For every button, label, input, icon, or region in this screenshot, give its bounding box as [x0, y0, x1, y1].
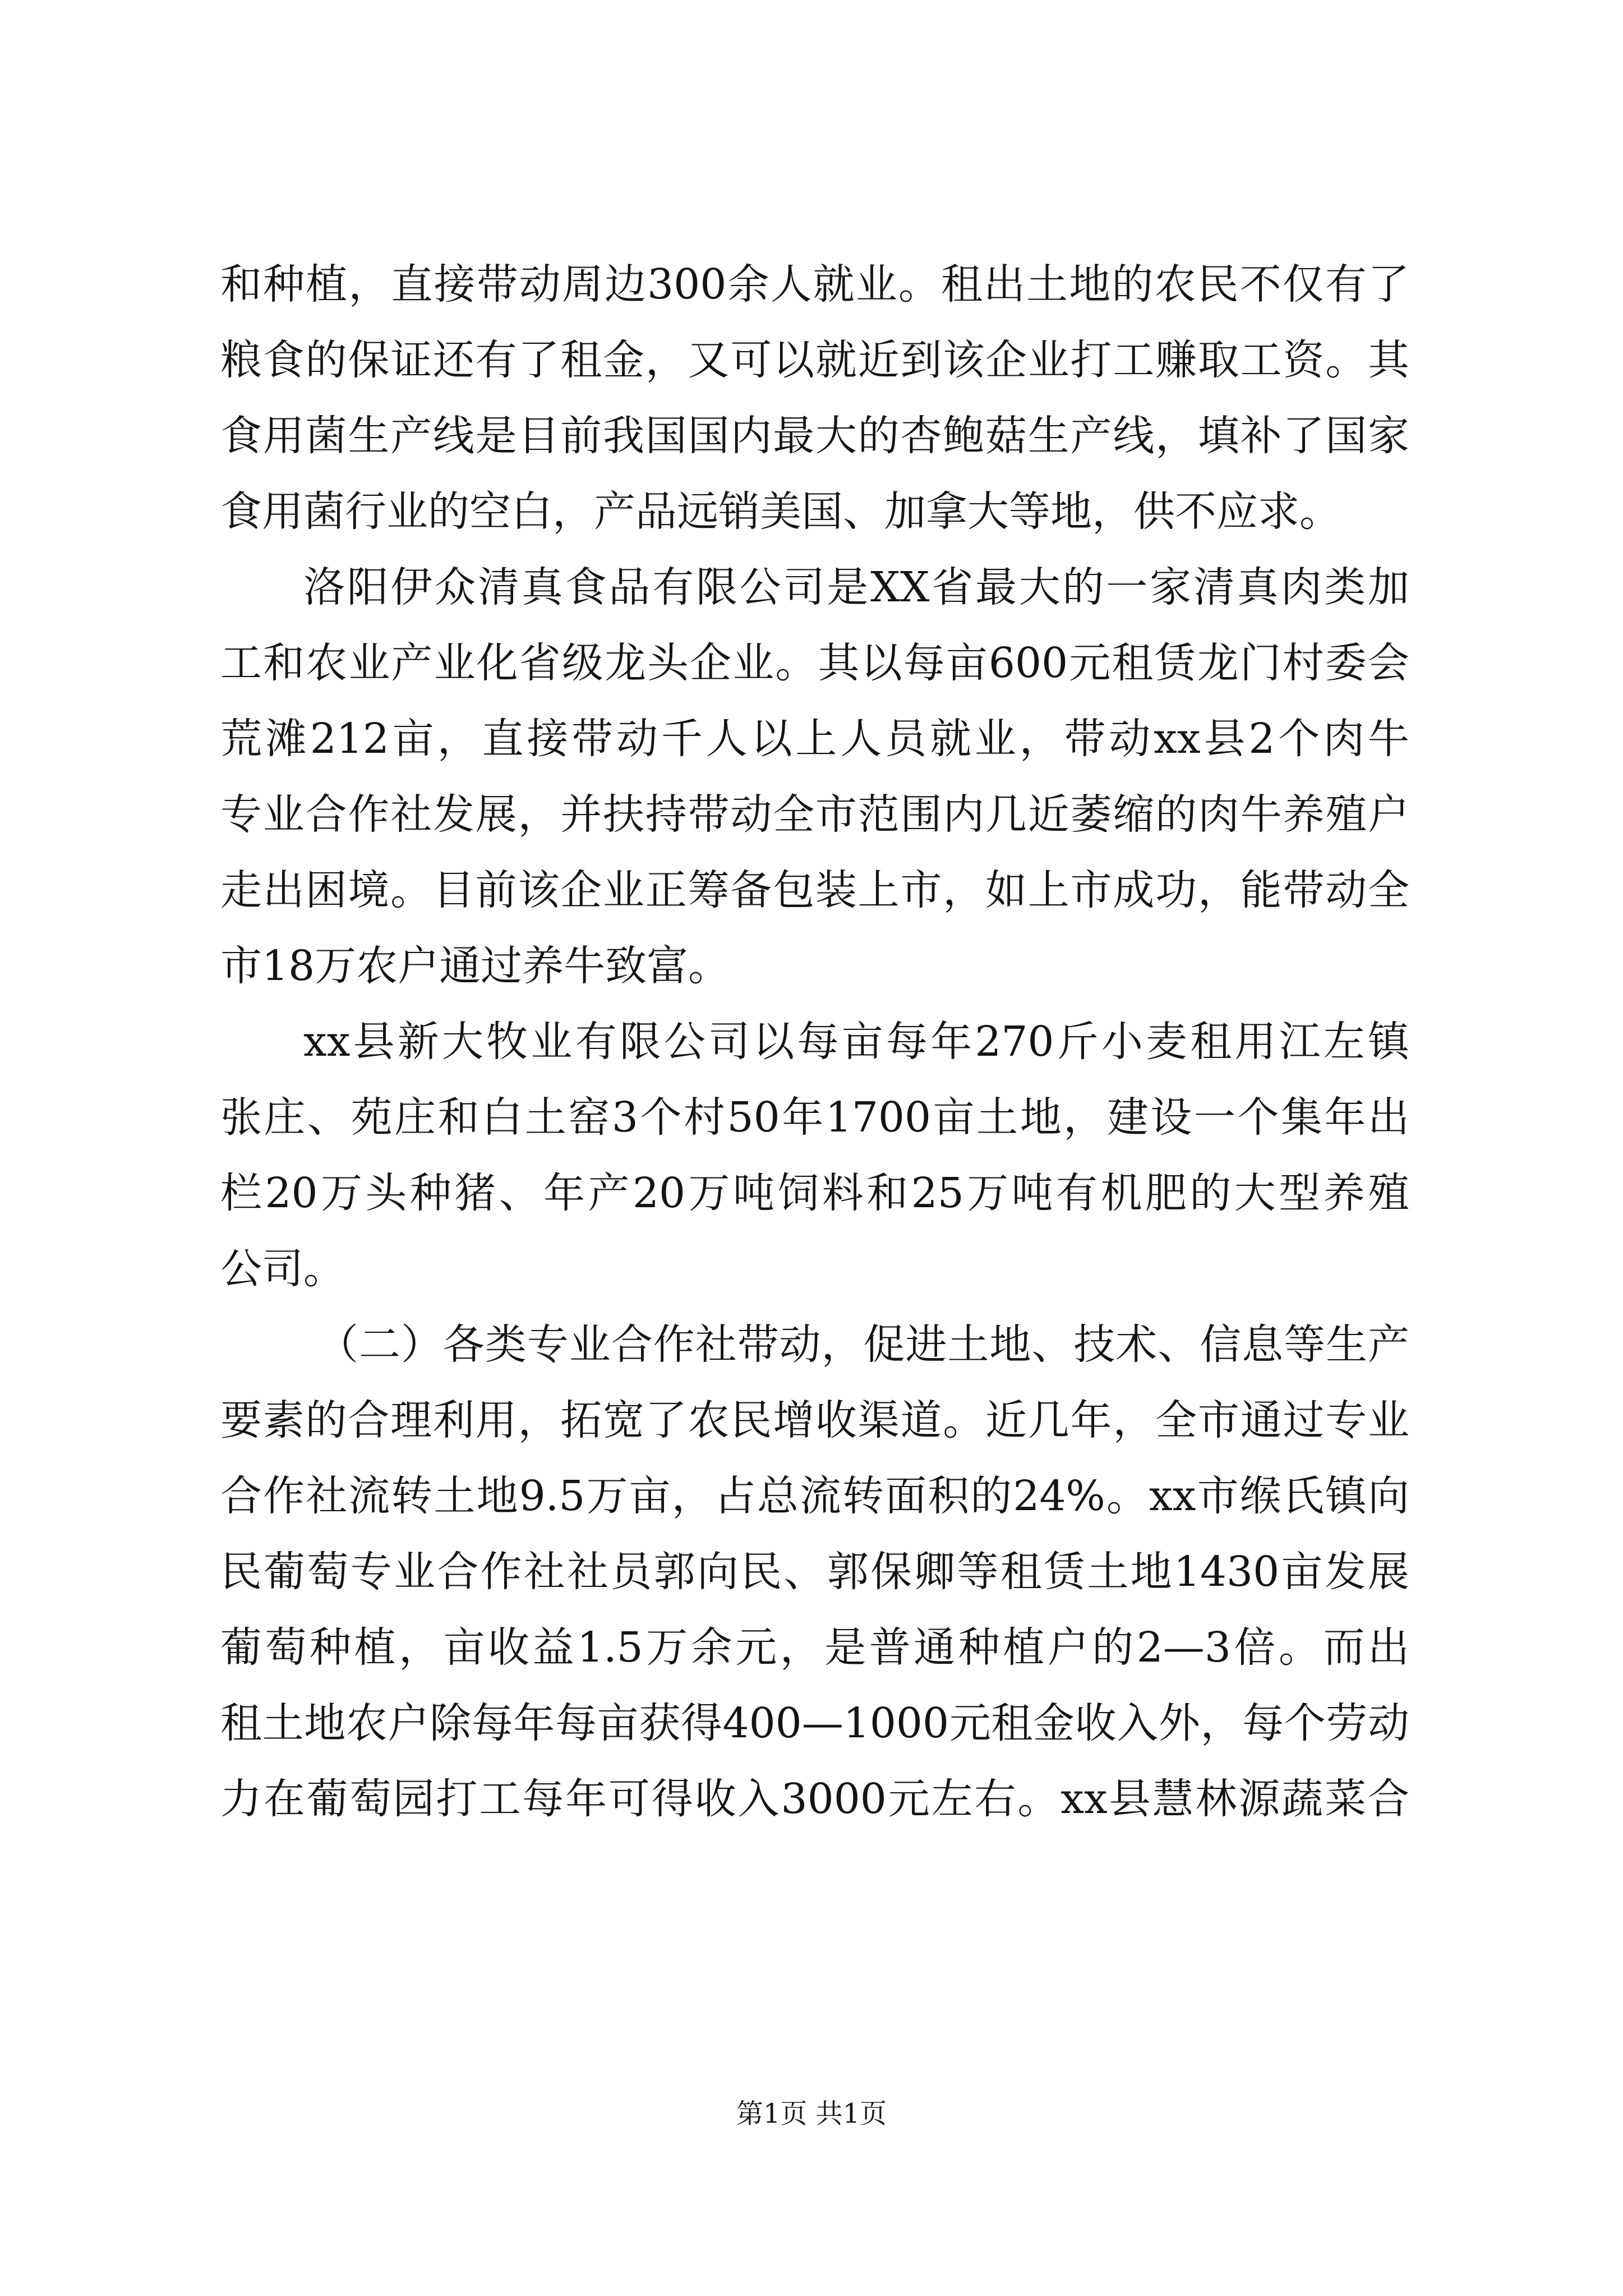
text-line: 食用菌生产线是目前我国国内最大的杏鲍菇生产线，填补了国家	[220, 412, 1409, 460]
page-footer: 第1页 共1页	[736, 2098, 887, 2129]
text-line: 市18万农户通过养牛致富。	[220, 942, 730, 990]
text-line: 荒滩212亩，直接带动千人以上人员就业，带动xx县2个肉牛	[220, 715, 1409, 763]
text-line: 粮食的保证还有了租金，又可以就近到该企业打工赚取工资。其	[220, 336, 1409, 384]
text-line: 专业合作社发展，并扶持带动全市范围内几近萎缩的肉牛养殖户	[220, 790, 1409, 839]
text-line: 合作社流转土地9.5万亩，占总流转面积的24%。xx市缑氏镇向	[220, 1472, 1410, 1520]
text-line: 食用菌行业的空白，产品远销美国、加拿大等地，供不应求。	[220, 487, 1341, 536]
text-line: 栏20万头种猪、年产20万吨饲料和25万吨有机肥的大型养殖	[220, 1169, 1409, 1217]
text-line: （二）各类专业合作社带动，促进土地、技术、信息等生产	[317, 1320, 1409, 1369]
text-line: 要素的合理利用，拓宽了农民增收渠道。近几年，全市通过专业	[220, 1396, 1409, 1444]
text-line: 公司。	[220, 1245, 345, 1293]
text-line: 走出困境。目前该企业正筹备包装上市，如上市成功，能带动全	[220, 866, 1409, 914]
text-line: xx县新大牧业有限公司以每亩每年270斤小麦租用江左镇	[303, 1018, 1409, 1066]
document-body	[220, 247, 1409, 1837]
text-line: 张庄、苑庄和白土窑3个村50年1700亩土地，建设一个集年出	[220, 1093, 1409, 1142]
text-line: 租土地农户除每年每亩获得400—1000元租金收入外，每个劳动	[220, 1699, 1409, 1747]
text-line: 葡萄种植，亩收益1.5万余元，是普通种植户的2—3倍。而出	[220, 1623, 1409, 1672]
text-line: 民葡萄专业合作社社员郭向民、郭保卿等租赁土地1430亩发展	[220, 1548, 1409, 1596]
text-line: 力在葡萄园打工每年可得收入3000元左右。xx县慧林源蔬菜合	[220, 1775, 1409, 1823]
text-line: 洛阳伊众清真食品有限公司是XX省最大的一家清真肉类加	[303, 563, 1409, 611]
text-line: 和种植，直接带动周边300余人就业。租出土地的农民不仅有了	[220, 260, 1409, 309]
text-line: 工和农业产业化省级龙头企业。其以每亩600元租赁龙门村委会	[220, 639, 1409, 687]
